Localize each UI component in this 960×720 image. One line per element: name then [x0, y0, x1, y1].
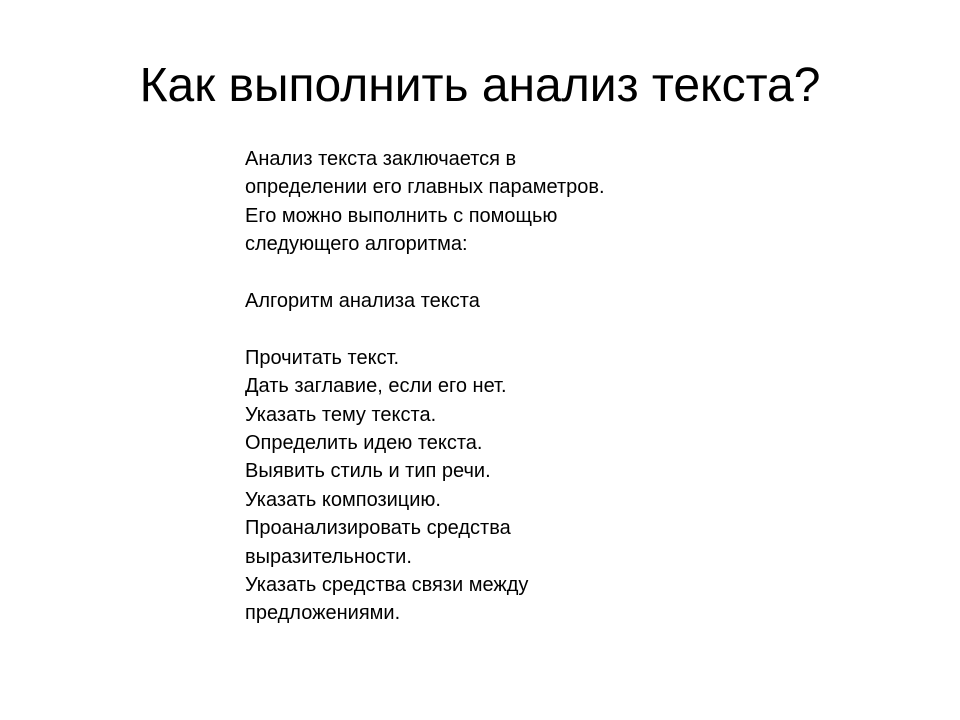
algorithm-step: Указать средства связи между: [245, 574, 529, 597]
paragraph-spacer: [245, 315, 845, 343]
slide-body: [245, 145, 845, 628]
intro-line: следующего алгоритма:: [245, 233, 468, 256]
algorithm-step: Определить идею текста.: [245, 432, 483, 455]
algorithm-steps: [245, 344, 845, 628]
algorithm-step: Указать тему текста.: [245, 403, 437, 426]
intro-paragraph: [245, 145, 845, 259]
intro-line: Его можно выполнить с помощью: [245, 204, 558, 227]
algorithm-step: Проанализировать средства: [245, 517, 511, 540]
intro-line: Анализ текста заключается в: [245, 148, 517, 170]
algorithm-step: Дать заглавие, если его нет.: [245, 375, 507, 398]
slide-title: Как выполнить анализ текста?: [139, 59, 821, 112]
intro-line: определении его главных параметров.: [245, 176, 605, 199]
algorithm-heading: Алгоритм анализа текста: [245, 290, 480, 313]
algorithm-step: Прочитать текст.: [245, 346, 400, 369]
algorithm-step: предложениями.: [245, 602, 401, 625]
paragraph-spacer: [245, 259, 845, 287]
algorithm-step: выразительности.: [245, 545, 412, 568]
algorithm-step: Указать композицию.: [245, 488, 441, 511]
algorithm-step: Выявить стиль и тип речи.: [245, 460, 491, 483]
